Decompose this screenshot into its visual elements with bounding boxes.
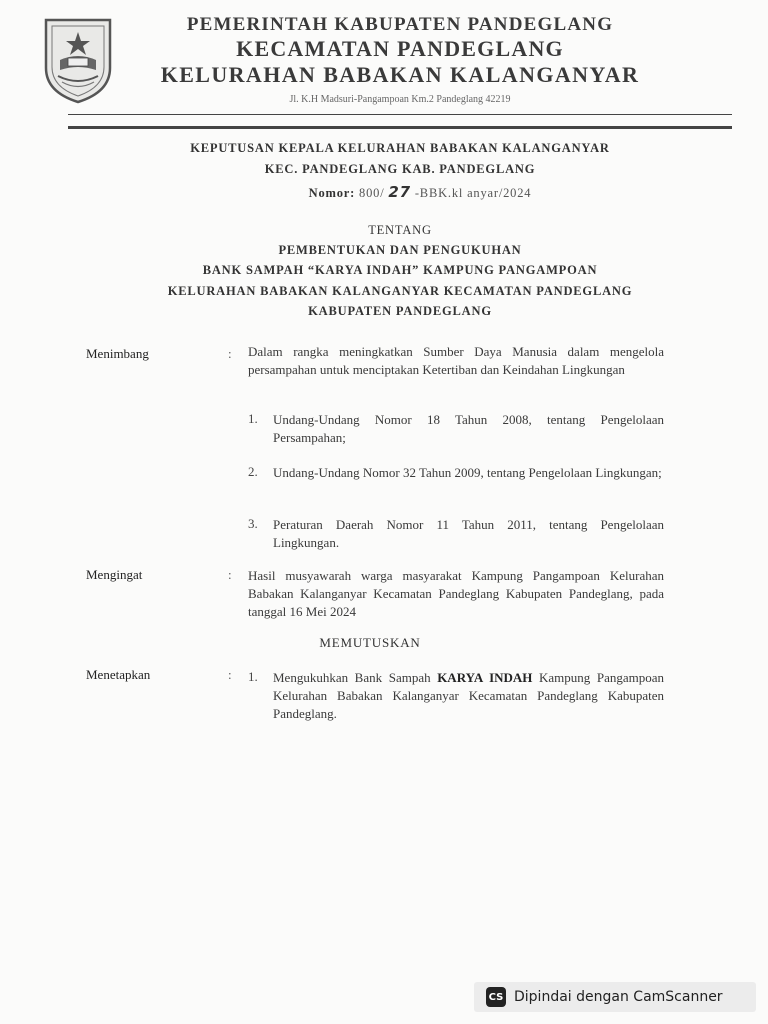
decree-number-label: Nomor:: [308, 186, 356, 200]
mengingat-text: Hasil musyawarah warga masyarakat Kampung Pangampoan Kelurahan Babakan Kalanganyar Kecamatan Pandeglang Kabupaten Pandeglang, pada tanggal 16 Mei 2024: [248, 568, 664, 619]
letterhead-district: KECAMATAN PANDEGLANG: [236, 36, 564, 61]
menetapkan-colon: :: [228, 667, 232, 682]
decree-number-prefix: 800/: [359, 186, 385, 200]
letterhead-government: PEMERINTAH KABUPATEN PANDEGLANG: [186, 14, 614, 35]
tentang-heading: TENTANG: [368, 223, 432, 237]
subject-line4: KABUPATEN PANDEGLANG: [308, 304, 492, 318]
letterhead-address: Jl. K.H Madsuri-Pangampoan Km.2 Pandeglang 42219: [289, 94, 511, 105]
menetapkan-label: Menetapkan: [86, 667, 151, 682]
subject-line1: PEMBENTUKAN DAN PENGUKUHAN: [278, 243, 522, 257]
menetapkan-item-1-text: [273, 669, 664, 723]
menimbang-item-3-text: Peraturan Daerah Nomor 11 Tahun 2011, tentang Pengelolaan Lingkungan.: [273, 517, 664, 550]
camscanner-watermark: [474, 982, 756, 1012]
camscanner-label: Dipindai dengan CamScanner: [514, 989, 723, 1005]
mengingat-colon: :: [228, 567, 232, 582]
decree-number: [80, 183, 760, 201]
subject-line3: KELURAHAN BABAKAN KALANGANYAR KECAMATAN PANDEGLANG: [167, 284, 633, 298]
menimbang-intro: Dalam rangka meningkatkan Sumber Daya Manusia dalam mengelola persampahan untuk menciptakan Ketertiban dan Keindahan Lingkungan: [248, 344, 664, 377]
subject-line2: BANK SAMPAH “KARYA INDAH” KAMPUNG PANGAMPOAN: [202, 263, 598, 277]
menimbang-item-3-number: 3.: [248, 516, 258, 531]
regency-emblem-icon: [38, 14, 118, 106]
menimbang-item-2-number: 2.: [248, 464, 258, 479]
decree-number-suffix: -BBK.kl anyar/2024: [414, 186, 532, 200]
camscanner-logo-icon: CS: [486, 987, 506, 1007]
letterhead-thick-rule: [68, 126, 732, 129]
decree-title-line1: KEPUTUSAN KEPALA KELURAHAN BABAKAN KALANGANYAR: [190, 141, 610, 155]
menimbang-colon: :: [228, 346, 232, 361]
letterhead-village: KELURAHAN BABAKAN KALANGANYAR: [160, 62, 640, 87]
menimbang-item-1-number: 1.: [248, 411, 258, 426]
menetapkan-text-before: Mengukuhkan Bank Sampah: [273, 670, 438, 685]
letterhead-thin-rule: [68, 114, 732, 115]
menetapkan-item-1-number: 1.: [248, 669, 258, 684]
menimbang-item-2-text: Undang-Undang Nomor 32 Tahun 2009, tentang Pengelolaan Lingkungan;: [273, 465, 662, 480]
menimbang-label: Menimbang: [86, 346, 149, 361]
decree-number-handwritten: 27: [388, 183, 411, 201]
decree-title-line2: KEC. PANDEGLANG KAB. PANDEGLANG: [264, 162, 536, 176]
mengingat-label: Mengingat: [86, 567, 143, 582]
memutuskan-heading: MEMUTUSKAN: [319, 635, 421, 650]
menetapkan-bank-name: KARYA INDAH: [437, 670, 533, 685]
menetapkan-text-after: Kampung Pangampoan Kelurahan Babakan Kalanganyar Kecamatan Pandeglang Kabupaten Pandeglang.: [273, 670, 664, 721]
menimbang-item-1-text: Undang-Undang Nomor 18 Tahun 2008, tentang Pengelolaan Persampahan;: [273, 412, 664, 445]
